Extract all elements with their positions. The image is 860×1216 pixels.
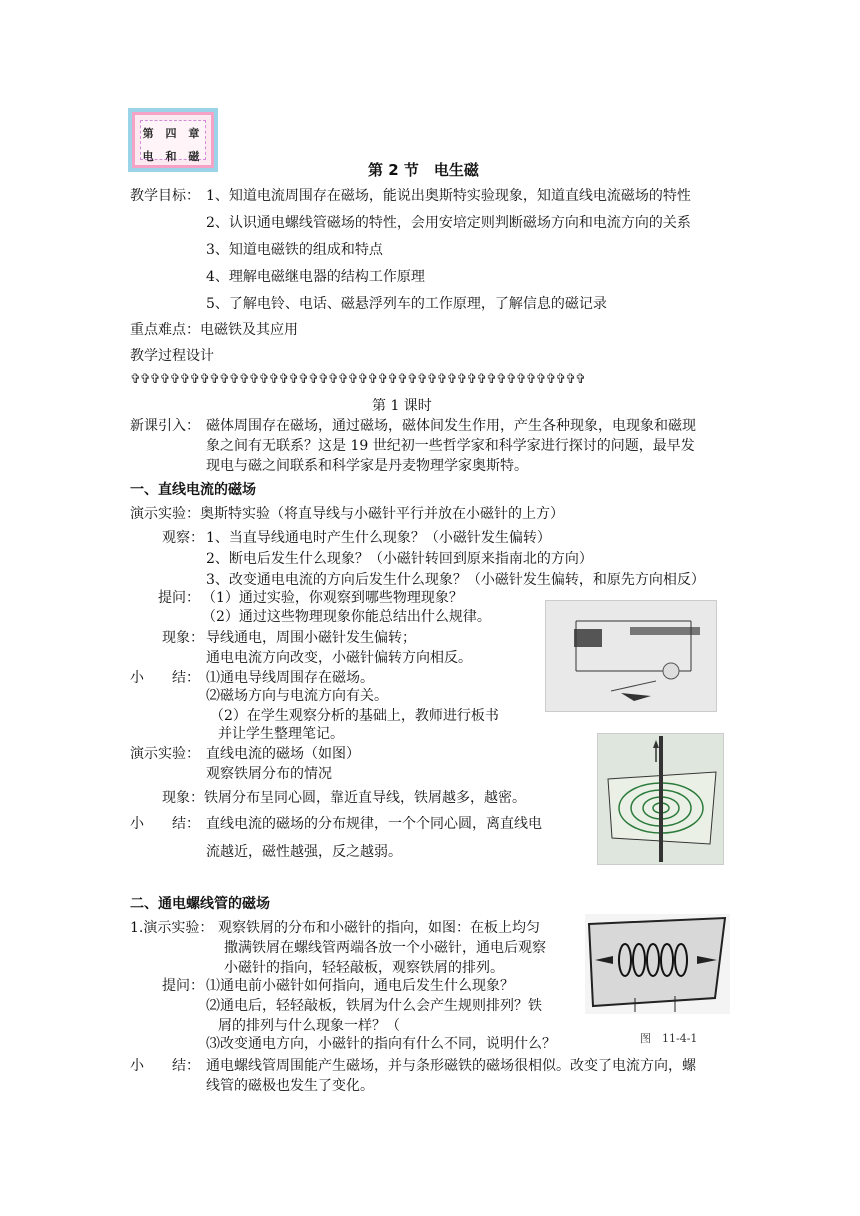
lesson-label: 第 1 课时: [372, 398, 432, 414]
solenoid-icon: [585, 914, 730, 1014]
solenoid-field-image: [585, 914, 730, 1014]
decorative-divider: ✞✞✞✞✞✞✞✞✞✞✞✞✞✞✞✞✞✞✞✞✞✞✞✞✞✞✞✞✞✞✞✞✞✞✞✞✞✞✞✞✞✞✞✞✞✞: [130, 372, 586, 387]
objective-item: 4、理解电磁继电器的结构工作原理: [206, 269, 425, 285]
objective-item: 2、认识通电螺线管磁场的特性，会用安培定则判断磁场方向和电流方向的关系: [206, 215, 691, 231]
phenomenon2: 现象：铁屑分布呈同心圆，靠近直导线，铁屑越多，越密。: [162, 790, 526, 806]
summary-item: （2）在学生观察分析的基础上，教师进行板书: [210, 708, 499, 724]
phenomenon-item: 导线通电，周围小磁针发生偏转；: [206, 630, 416, 646]
summary-item: ⑴通电导线周围存在磁场。: [206, 670, 374, 686]
key-points: 重点难点：电磁铁及其应用: [130, 322, 298, 338]
summary-item: ⑵磁场方向与电流方向有关。: [206, 688, 388, 704]
observe-item: 2、断电后发生什么现象？（小磁针转回到原来指南北的方向）: [206, 551, 593, 567]
summary-item: 并让学生整理笔记。: [218, 726, 344, 742]
demo2-item: 观察铁屑分布的情况: [206, 766, 332, 782]
objective-item: 5、了解电铃、电话、磁悬浮列车的工作原理，了解信息的磁记录: [206, 296, 607, 312]
summary-line: 通电螺线管周围能产生磁场，并与条形磁铁的磁场很相似。改变了电流方向，螺: [206, 1058, 696, 1074]
objective-item: 3、知道电磁铁的组成和特点: [206, 242, 383, 258]
observe-label: 观察：: [162, 530, 204, 546]
ask-label: 提问：: [158, 590, 200, 606]
intro-label: 新课引入：: [130, 418, 200, 434]
ask-item: 屑的排列与什么现象一样？（: [218, 1018, 400, 1034]
summary-line: 线管的磁极也发生了变化。: [206, 1078, 374, 1094]
summary2-label: 小 结：: [130, 816, 200, 832]
section2-heading: 二、通电螺线管的磁场: [130, 896, 270, 912]
oersted-apparatus-icon: [546, 601, 716, 711]
oersted-experiment-image: [545, 600, 717, 712]
ask-item: ⑴通电前小磁针如何指向，通电后发生什么现象？: [206, 978, 514, 994]
badge-topic: 电 和 磁: [142, 150, 204, 163]
section1-heading: 一、直线电流的磁场: [130, 482, 256, 498]
process-title: 教学过程设计: [130, 348, 214, 364]
demo-text: 演示实验：奥斯特实验（将直导线与小磁针平行并放在小磁针的上方）: [130, 506, 564, 522]
observe-item: 1、当直导线通电时产生什么现象？（小磁针发生偏转）: [206, 530, 551, 546]
intro-line: 磁体周围存在磁场，通过磁场，磁体间发生作用，产生各种现象，电现象和磁现: [206, 418, 696, 434]
phenomenon-item: 通电电流方向改变，小磁针偏转方向相反。: [206, 650, 472, 666]
badge-chapter: 第 四 章: [142, 127, 204, 140]
phenomenon-label: 现象：: [162, 630, 204, 646]
observe-item: 3、改变通电电流的方向后发生什么现象？（小磁针发生偏转，和原先方向相反）: [206, 572, 705, 588]
demo-line: 撒满铁屑在螺线管两端各放一个小磁针，通电后观察: [224, 940, 546, 956]
intro-line: 象之间有无联系？这是 19 世纪初一些哲学家和科学家进行探讨的问题，最早发: [206, 438, 695, 454]
summary2-item: 流越近，磁性越强，反之越弱。: [206, 844, 402, 860]
objective-item: 1、知道电流周围存在磁场，能说出奥斯特实验现象，知道直线电流磁场的特性: [206, 188, 691, 204]
ask-label: 提问：: [162, 978, 204, 994]
demo2-label: 演示实验：: [130, 746, 200, 762]
demo-line: 小磁针的指向，轻轻敲板，观察铁屑的排列。: [224, 960, 504, 976]
straight-wire-field-image: [597, 733, 724, 865]
ask-item: （2）通过这些物理现象你能总结出什么规律。: [202, 609, 491, 625]
ask-item: （1）通过实验，你观察到哪些物理现象？: [202, 590, 463, 606]
figure-caption: 图 11-4-1: [640, 1032, 698, 1045]
chapter-badge: [128, 108, 218, 172]
ask-item: ⑶改变通电方向，小磁针的指向有什么不同，说明什么？: [206, 1036, 556, 1052]
intro-line: 现电与磁之间联系和科学家是丹麦物理学家奥斯特。: [206, 458, 528, 474]
summary-label: 小 结：: [130, 1058, 200, 1074]
summary-label: 小 结：: [130, 670, 200, 686]
demo2-item: 直线电流的磁场（如图）: [206, 746, 360, 762]
demo-line: 观察铁屑的分布和小磁针的指向，如图：在板上均匀: [218, 920, 540, 936]
ask-item: ⑵通电后，轻轻敲板，铁屑为什么会产生规则排列？铁: [206, 998, 542, 1014]
summary2-item: 直线电流的磁场的分布规律，一个个同心圆，离直线电: [206, 816, 542, 832]
demo-label: 1.演示实验：: [130, 920, 214, 936]
concentric-field-icon: [598, 734, 723, 864]
page-title: 第 2 节 电生磁: [368, 161, 479, 179]
objectives-label: 教学目标：: [130, 188, 200, 204]
